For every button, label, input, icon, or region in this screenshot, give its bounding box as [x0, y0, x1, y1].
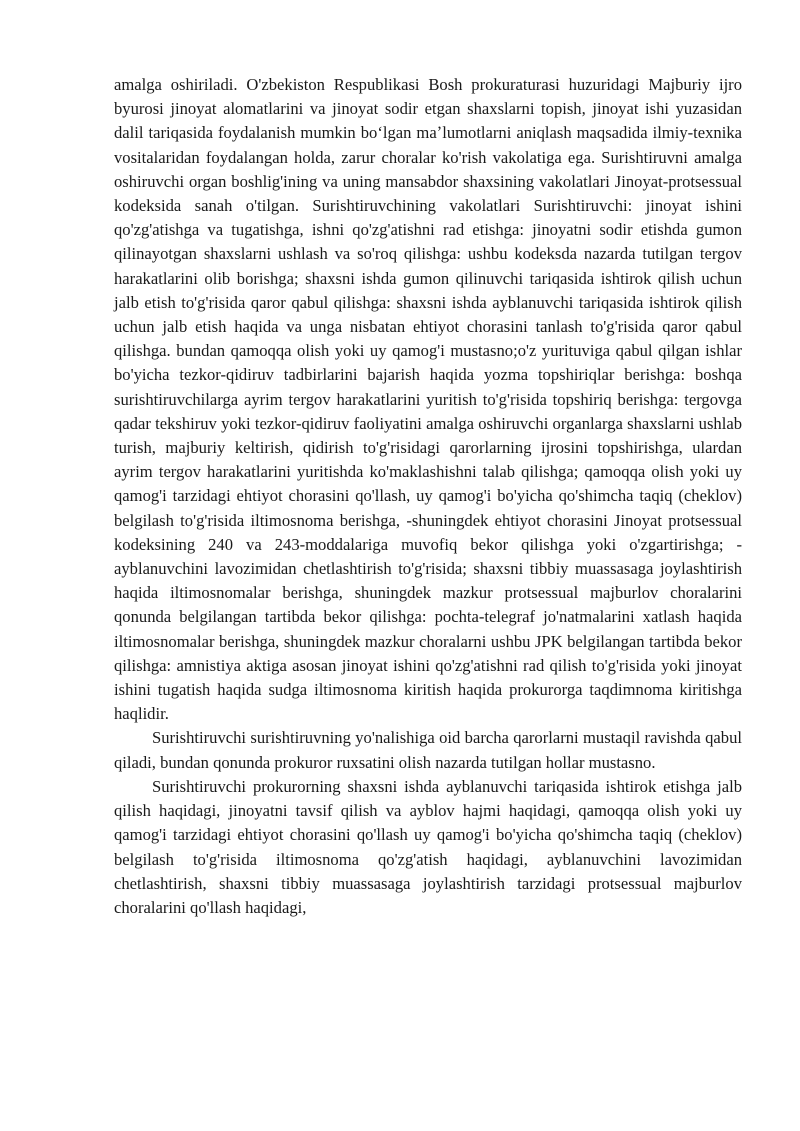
- document-page: [114, 73, 742, 920]
- paragraph-1: amalga oshiriladi. O'zbekiston Respublikasi Bosh prokuraturasi huzuridagi Majburiy ijro byurosi jinoyat alomatlarini va jinoyat sodir etgan shaxslarni topish, jinoyat ishi yuzasidan dalil tariqasida foydalanish mumkin boʻlgan maʼlumotlarni aniqlash maqsadida ilmiy-texnika vositalaridan foydalangan holda, zarur choralar ko'rish vakolatiga ega. Surishtiruvni amalga oshiruvchi organ boshlig'ining va uning mansabdor shaxsining vakolatlari Jinoyat-protsessual kodeksida sanah o'tilgan. Surishtiruvchining vakolatlari Surishtiruvchi: jinoyat ishini qo'zg'atishga va tugatishga, ishni qo'zg'atishni rad etishga: jinoyatni sodir etishda gumon qilinayotgan shaxslarni ushlash va so'roq qilishga: ushbu kodeksda nazarda tutilgan tergov harakatlarini olib borishga; shaxsni ishda gumon qilinuvchi tariqasida ishtirok qilish uchun jalb etish to'g'risida qaror qabul qilishga: shaxsni ishda ayblanuvchi tariqasida ishtirok qilish uchun jalb etish haqida va unga nisbatan ehtiyot chorasini tanlash to'g'risida qaror qabul qilishga. bundan qamoqqa olish yoki uy qamog'i mustasno;o'z yurituviga qabul qilgan ishlar bo'yicha tezkor-qidiruv tadbirlarini bajarish haqida yozma topshiriqlar berishga: boshqa surishtiruvchilarga ayrim tergov harakatlarini yuritish to'g'risida topshiriq berishga: tergovga qadar tekshiruv yoki tezkor-qidiruv faoliyatini amalga oshiruvchi organlarga shaxslarni ushlab turish, majburiy keltirish, qidirish to'g'risidagi qarorlarning ijrosini topshirishga, ulardan ayrim tergov harakatlarini yuritishda ko'maklashishni talab qilishga; qamoqqa olish yoki uy qamog'i tarzidagi ehtiyot chorasini qo'llash, uy qamog'i bo'yicha qo'shimcha taqiq (cheklov) belgilash to'g'risida iltimosnoma berishga, -shuningdek ehtiyot chorasini Jinoyat protsessual kodeksining 240 va 243-moddalariga muvofiq bekor qilishga yoki o'zgartirishga; -ayblanuvchini lavozimidan chetlashtirish to'g'risida; shaxsni tibbiy muassasaga joylashtirish haqida iltimosnomalar berishga, shuningdek mazkur protsessual majburlov choralarini qonunda belgilangan tartibda bekor qilishga: pochta-telegraf jo'natmalarini xatlash haqida iltimosnomalar berishga, shuningdek mazkur choralarni ushbu JPK belgilangan tartibda bekor qilishga: amnistiya aktiga asosan jinoyat ishini qo'zg'atishni rad qilish to'g'risida yoki jinoyat ishini tugatish haqida sudga iltimosnoma kiritish haqida prokurorga taqdimnoma kiritishga haqlidir.: [114, 75, 742, 724]
- paragraph-2: Surishtiruvchi surishtiruvning yo'nalishiga oid barcha qarorlarni mustaqil ravishda qabul qiladi, bundan qonunda prokuror ruxsatini olish nazarda tutilgan hollar mustasno.: [114, 728, 742, 772]
- paragraph-3: Surishtiruvchi prokurorning shaxsni ishda ayblanuvchi tariqasida ishtirok etishga jalb qilish haqidagi, jinoyatni tavsif qilish va ayblov hajmi haqidagi, qamoqqa olish yoki uy qamog'i tarzidagi ehtiyot chorasini qo'llash uy qamog'i bo'yicha qo'shimcha taqiq (cheklov) belgilash to'g'risida iltimosnoma qo'zg'atish haqidagi, ayblanuvchini lavozimidan chetlashtirish, shaxsni tibbiy muassasaga joylashtirish tarzidagi protsessual majburlov choralarini qo'llash haqidagi,: [114, 776, 742, 917]
